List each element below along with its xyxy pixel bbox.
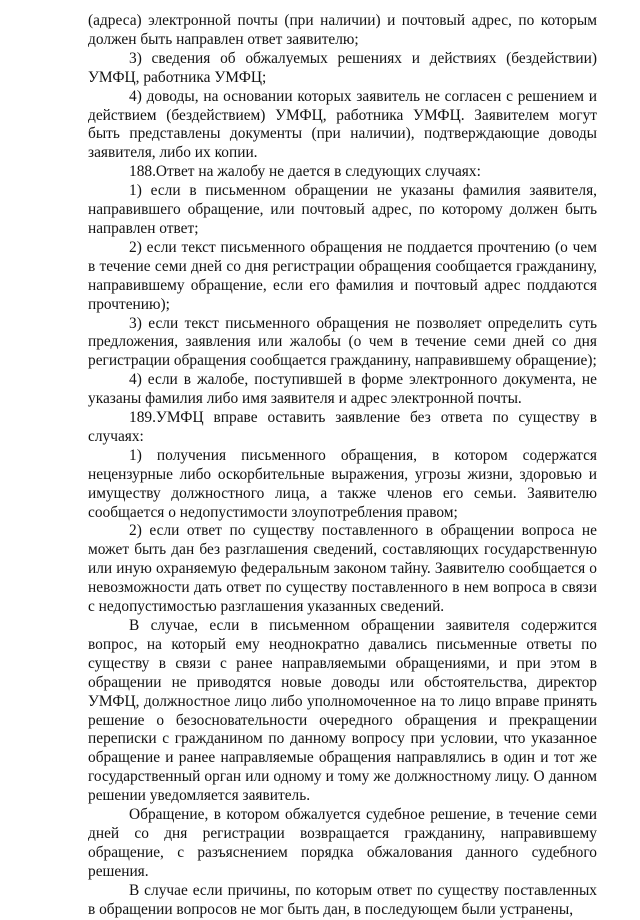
paragraph-item-3: 3) сведения об обжалуемых решениях и действиях (бездействии) УМФЦ, работника УМФЦ;: [88, 49, 597, 86]
paragraph-188-item-3: 3) если текст письменного обращения не позволяет определить суть предложения, заявления или жалобы (о чем в течение семи дней со дня регистрации обращения сообщается гражданину, направившему обращение);: [88, 314, 597, 370]
document-text: [88, 12, 597, 920]
paragraph-189-item-1: 1) получения письменного обращения, в котором содержатся нецензурные либо оскорбительные выражения, угрозы жизни, здоровью и имуществу должностного лица, а также членов его семьи. Заявителю сообщается о недопустимости злоупотребления правом;: [88, 446, 597, 521]
paragraph-189-heading: 189.УМФЦ вправе оставить заявление без ответа по существу в случаях:: [88, 409, 597, 445]
paragraph-188-item-4: 4) если в жалобе, поступившей в форме электронного документа, не указаны фамилия либо имя заявителя и адрес электронной почты.: [88, 371, 597, 408]
paragraph-188-item-2: 2) если текст письменного обращения не поддается прочтению (о чем в течение семи дней со дня регистрации обращения сообщается гражданину, направившему обращение, если его фамилия и почтовый адрес поддаются прочтению);: [88, 238, 597, 313]
paragraph-189-item-2: 2) если ответ по существу поставленного в обращении вопроса не может быть дан без разглашения сведений, составляющих государственную или иную охраняемую федеральным законом тайну. Заявителю сообщается о невозможности дать ответ по существу поставленного в нем вопроса в связи с недопустимостью разглашения указанных сведений.: [88, 522, 597, 616]
paragraph-reasons-removed: В случае если причины, по которым ответ по существу поставленных в обращении вопросов не мог быть дан, в последующем были устранены,: [88, 881, 597, 918]
paragraph-188-item-1: 1) если в письменном обращении не указаны фамилия заявителя, направившего обращение, или почтовый адрес, по которому должен быть направлен ответ;: [88, 182, 597, 237]
paragraph-188-heading: 188.Ответ на жалобу не дается в следующих случаях:: [129, 163, 481, 181]
paragraph-1-continuation: (адреса) электронной почты (при наличии) и почтовый адрес, по которым должен быть направлен ответ заявителю;: [88, 12, 597, 48]
paragraph-repeated-appeal: В случае, если в письменном обращении заявителя содержится вопрос, на который ему неоднократно давались письменные ответы по существу в связи с ранее направляемыми обращениями, и при этом в обращении не приводятся новые доводы или обстоятельства, директор УМФЦ, должностное лицо либо уполномоченное на то лицо вправе принять решение о безосновательности очередного обращения и прекращении переписки с гражданином по данному вопросу при условии, что указанное обращение и ранее направляемые обращения направлялись в один и тот же государственный орган или одному и тому же должностному лицу. О данном решении уведомляется заявитель.: [88, 617, 597, 805]
paragraph-item-4: 4) доводы, на основании которых заявитель не согласен с решением и действием (бездействием) УМФЦ, работника УМФЦ. Заявителем могут быть представлены документы (при наличии), подтверждающие доводы заявителя, либо их копии.: [88, 87, 597, 162]
paragraph-court-decision: Обращение, в котором обжалуется судебное решение, в течение семи дней со дня регистрации возвращается гражданину, направившему обращение, с разъяснением порядка обжалования данного судебного решения.: [88, 806, 597, 880]
